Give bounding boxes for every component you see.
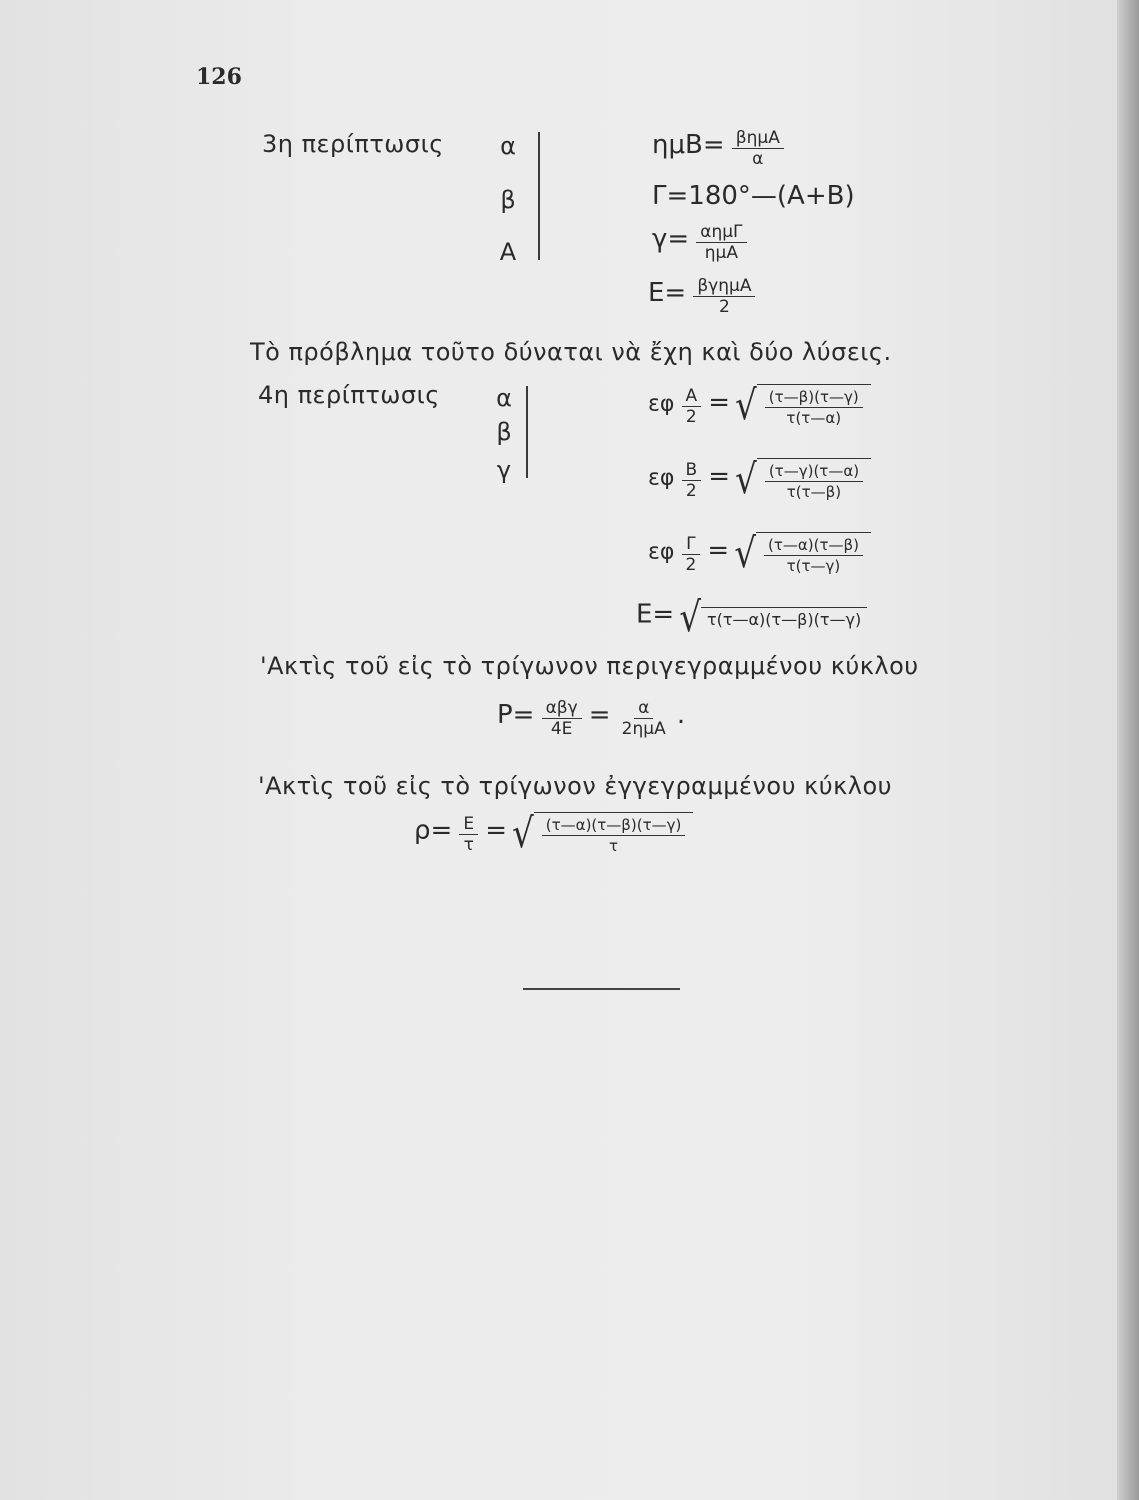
tanB-angle-num: Β xyxy=(682,460,702,481)
tanB-rad-den: τ(τ—β) xyxy=(786,483,842,501)
tanC-ef: εφ xyxy=(648,539,675,565)
inradius-rad-den: τ xyxy=(609,837,619,855)
case3-formula-gamma-angle: Γ=180°—(Α+Β) xyxy=(652,181,855,211)
tanA-ef: εφ xyxy=(648,391,675,417)
circumradius-formula xyxy=(497,698,685,739)
tanA-angle-den: 2 xyxy=(685,406,697,427)
case4-tan-A-half xyxy=(648,384,871,428)
tanC-angle-den: 2 xyxy=(685,554,697,575)
c-lhs: γ= xyxy=(652,224,690,254)
case3-given-b: β xyxy=(500,186,516,214)
tanC-rad-den: τ(τ—γ) xyxy=(786,557,841,575)
sqrt-icon: √ xyxy=(735,382,757,430)
area3-den: 2 xyxy=(718,297,730,317)
inradius-radical xyxy=(512,812,693,856)
case3-formula-side-c xyxy=(652,222,749,263)
circum-frac2-den: 2ημΑ xyxy=(621,719,666,739)
inradius-frac-den: τ xyxy=(463,834,474,855)
case3-formula-sinB xyxy=(652,128,786,169)
circum-frac2 xyxy=(618,698,670,739)
heron-lhs: Ε= xyxy=(636,599,675,630)
sqrt-icon: √ xyxy=(735,456,757,504)
inradius-frac-num: Ε xyxy=(459,814,478,835)
page-edge-shadow xyxy=(1117,0,1139,1500)
tanC-equals: = xyxy=(707,535,730,566)
circum-frac1-num: αβγ xyxy=(542,698,582,719)
case3-given-a: α xyxy=(500,132,516,160)
area3-num: βγημΑ xyxy=(693,276,755,297)
circum-equals: = xyxy=(588,700,611,730)
tanA-radical xyxy=(735,384,871,428)
case3-formula-area xyxy=(648,276,757,317)
case4-given-b: β xyxy=(496,418,512,446)
case4-area-heron xyxy=(636,594,867,642)
area3-fraction xyxy=(693,276,755,317)
sinB-fraction xyxy=(732,128,784,169)
c-fraction xyxy=(696,222,746,263)
inradius-formula xyxy=(414,812,693,856)
sqrt-icon: √ xyxy=(679,594,701,642)
sqrt-icon: √ xyxy=(734,530,756,578)
section-end-rule xyxy=(523,988,680,990)
heron-radical xyxy=(679,594,867,642)
circum-frac2-num: α xyxy=(634,698,653,719)
circumradius-text: 'Ακτὶς τοῦ εἰς τὸ τρίγωνον περιγεγραμμένου κύκλου xyxy=(260,652,919,680)
sinB-num: βημΑ xyxy=(732,128,784,149)
tanC-angle-frac xyxy=(682,534,701,575)
case4-separator xyxy=(526,386,528,478)
page-number: 126 xyxy=(196,64,242,90)
case3-label: 3η περίπτωσις xyxy=(262,130,444,158)
tanA-angle-frac xyxy=(682,386,702,427)
tanB-radical xyxy=(735,458,871,502)
case3-given-A: Α xyxy=(499,238,517,266)
tanC-rad-num: (τ—α)(τ—β) xyxy=(764,535,863,556)
circum-frac1 xyxy=(542,698,582,739)
case3-separator xyxy=(538,132,540,260)
case4-tan-C-half xyxy=(648,532,871,576)
tanA-rad-num: (τ—β)(τ—γ) xyxy=(765,387,863,408)
circum-frac1-den: 4Ε xyxy=(550,719,573,739)
tanC-angle-num: Γ xyxy=(682,534,699,555)
c-num: αημΓ xyxy=(696,222,746,243)
tanB-angle-den: 2 xyxy=(685,480,697,501)
sqrt-icon: √ xyxy=(512,810,534,858)
circum-lhs: Ρ= xyxy=(497,700,535,730)
tanA-equals: = xyxy=(708,387,731,418)
area3-lhs: Ε= xyxy=(648,278,687,308)
inradius-frac xyxy=(459,814,478,855)
sinB-den: α xyxy=(752,149,764,169)
case4-given-a: α xyxy=(496,384,512,412)
tanC-radical xyxy=(734,532,871,576)
tanB-equals: = xyxy=(708,461,731,492)
tanA-rad-den: τ(τ—α) xyxy=(786,409,842,427)
heron-radicand: τ(τ—α)(τ—β)(τ—γ) xyxy=(701,607,867,629)
note-two-solutions: Τὸ πρόβλημα τοῦτο δύναται νὰ ἔχη καὶ δύο λύσεις. xyxy=(250,338,892,366)
tanB-angle-frac xyxy=(682,460,702,501)
inradius-rad-num: (τ—α)(τ—β)(τ—γ) xyxy=(542,815,686,836)
sinB-lhs: ημΒ= xyxy=(652,130,725,160)
tanB-ef: εφ xyxy=(648,465,675,491)
inradius-lhs: ρ= xyxy=(414,815,453,846)
inradius-equals: = xyxy=(485,815,508,846)
case4-label: 4η περίπτωσις xyxy=(258,381,440,409)
case4-given-c: γ xyxy=(496,456,512,484)
c-den: ημΑ xyxy=(704,243,739,263)
case4-tan-B-half xyxy=(648,458,871,502)
circum-end: . xyxy=(676,700,686,730)
inradius-text: 'Ακτὶς τοῦ εἰς τὸ τρίγωνον ἐγγεγραμμένου κύκλου xyxy=(258,772,893,800)
tanA-angle-num: Α xyxy=(682,386,702,407)
tanB-rad-num: (τ—γ)(τ—α) xyxy=(765,461,863,482)
